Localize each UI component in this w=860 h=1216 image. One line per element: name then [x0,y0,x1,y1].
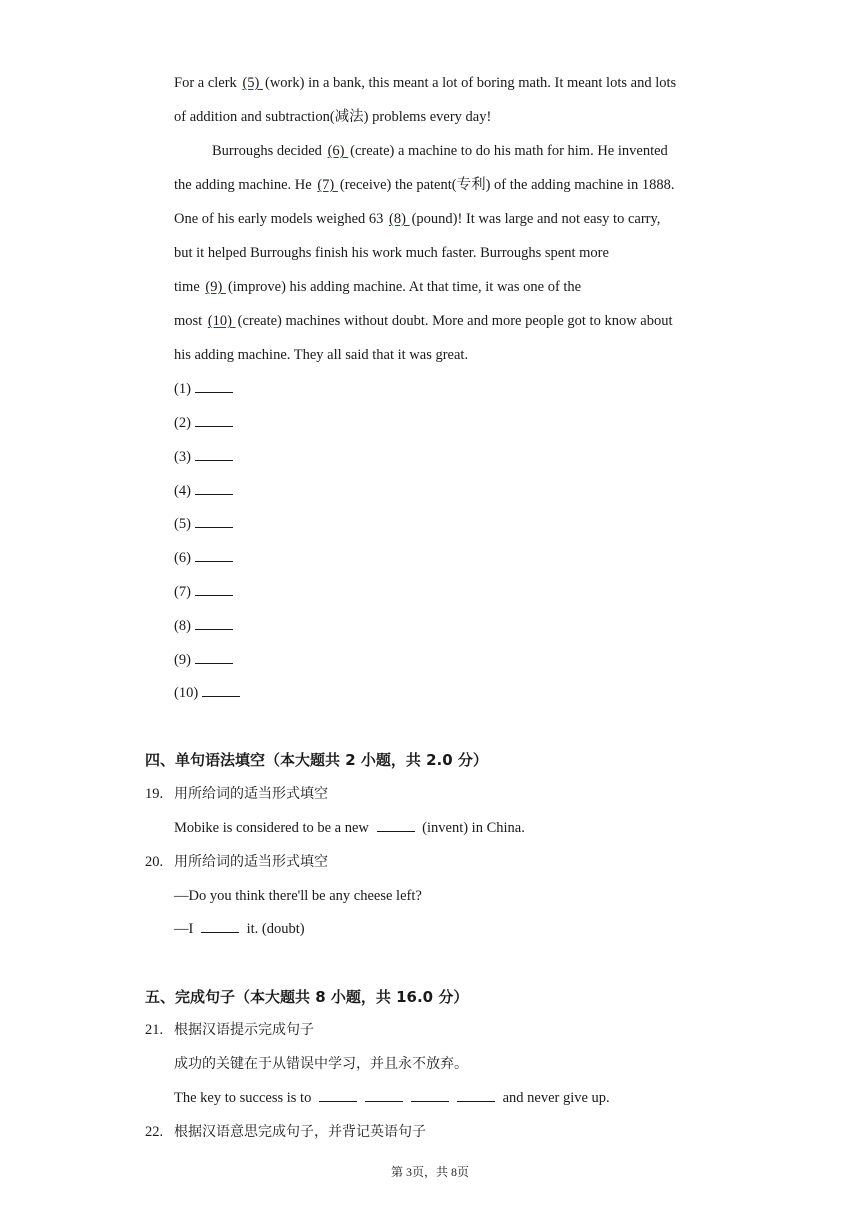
answer-item: (5) [174,515,237,533]
answer-blank[interactable] [195,583,233,596]
answer-item: (3) [174,448,237,466]
answer-blank[interactable] [195,380,233,393]
passage-line-4: the adding machine. He (7) (receive) the patent(专利) of the adding machine in 1888. [174,177,675,193]
answer-item: (7) [174,583,237,601]
answer-item: (8) [174,617,237,635]
answer-blank[interactable] [195,414,233,427]
answer-blank[interactable] [195,482,233,495]
answer-item: (10) [174,684,244,702]
passage-line-6: but it helped Burroughs finish his work much faster. Burroughs spent more [174,245,609,261]
question-21-sentence: The key to success is to and never give up. [174,1090,610,1106]
question-number-19: 19. [145,786,164,802]
blank-8: (8) [389,211,410,227]
passage-line-5: One of his early models weighed 63 (8) (pound)! It was large and not easy to carry, [174,211,661,227]
passage-line-9: his adding machine. They all said that it was great. [174,347,469,363]
question-21-chinese: 成功的关键在于从错误中学习，并且永不放弃。 [174,1056,468,1072]
blank-5: (5) [242,75,263,91]
passage-line-7: time (9) (improve) his adding machine. At that time, it was one of the [174,279,582,295]
answer-item: (1) [174,380,237,398]
question-21-blank[interactable] [457,1089,495,1102]
answer-item: (6) [174,549,237,567]
answer-item: (2) [174,414,237,432]
page-footer: 第 3页，共 8页 [390,1165,469,1179]
question-19-blank[interactable] [377,819,415,832]
question-19-sentence: Mobike is considered to be a new (invent) in China. [174,820,525,836]
answer-blank[interactable] [195,651,233,664]
answer-blank[interactable] [195,515,233,528]
answer-blank[interactable] [202,684,240,697]
question-number-20: 20. [145,854,164,870]
question-number-22: 22. [145,1124,164,1140]
question-20-line-1: —Do you think there'll be any cheese left? [174,888,422,904]
passage-line-2: of addition and subtraction(减法) problems every day! [174,109,492,125]
answer-blank[interactable] [195,617,233,630]
answer-blank[interactable] [195,549,233,562]
blank-10: (10) [207,313,236,329]
question-21-blank[interactable] [365,1089,403,1102]
question-20-blank[interactable] [201,920,239,933]
question-22-instruction: 根据汉语意思完成句子，并背记英语句子 [174,1124,426,1140]
blank-9: (9) [205,279,226,295]
question-21-instruction: 根据汉语提示完成句子 [174,1022,314,1038]
blank-6: (6) [327,143,349,159]
question-20-line-2: —I it. (doubt) [174,921,305,937]
answer-item: (9) [174,651,237,669]
answer-blank[interactable] [195,448,233,461]
passage-line-1: For a clerk (5) (work) in a bank, this meant a lot of boring math. It meant lots and lots [174,75,677,91]
answer-item: (4) [174,482,237,500]
blank-7: (7) [317,177,338,193]
passage-line-3: Burroughs decided (6) (create) a machine to do his math for him. He invented [212,143,668,159]
question-21-blank[interactable] [319,1089,357,1102]
question-21-blank[interactable] [411,1089,449,1102]
passage-line-8: most (10) (create) machines without doubt. More and more people got to know about [174,313,673,329]
section-4-title: 四、单句语法填空（本大题共 2 小题，共 2.0 分） [145,751,488,769]
question-20-instruction: 用所给词的适当形式填空 [174,854,328,870]
section-5-title: 五、完成句子（本大题共 8 小题，共 16.0 分） [145,988,469,1006]
question-19-instruction: 用所给词的适当形式填空 [174,786,328,802]
question-number-21: 21. [145,1022,164,1038]
